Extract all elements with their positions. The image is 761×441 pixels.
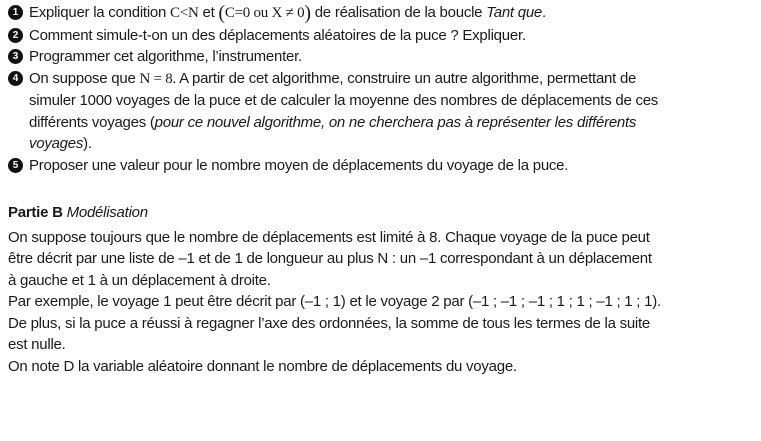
question-line: simuler 1000 voyages de la puce et de calculer la moyenne des nombres de déplacements de ces [29, 92, 659, 109]
paragraph-line: On note D la variable aléatoire donnant le nombre de déplacements du voyage. [8, 357, 517, 375]
section-label: Partie B [8, 204, 63, 221]
question-text: Programmer cet algorithme, l’instrumenter. [29, 48, 302, 65]
question-text: On suppose que [29, 69, 136, 87]
question-text: de réalisation de la boucle [314, 4, 483, 21]
question-2 [8, 25, 753, 47]
question-number-badge: 2 [8, 28, 23, 43]
question-number-badge: 1 [8, 5, 23, 20]
question-number-badge: 5 [8, 158, 23, 173]
question-4 [8, 68, 753, 155]
math-n-value: N = 8. [139, 70, 177, 87]
question-line [29, 112, 753, 134]
question-number-badge: 4 [8, 71, 23, 86]
math-inner-condition: C=0 ou X ≠ 0 [224, 5, 305, 21]
question-3 [8, 46, 753, 68]
italic-term: Tant que [486, 4, 543, 21]
paragraph-line: être décrit par une liste de –1 et de 1 de longueur au plus N : un –1 correspondant à un déplacement [8, 250, 652, 267]
question-line [29, 68, 753, 91]
question-text: différents voyages ( [29, 113, 155, 131]
section-part-b [8, 202, 753, 377]
italic-note: pour ce nouvel algorithme, on ne cherchera pas à représenter les différents [154, 113, 637, 131]
question-number-badge: 3 [8, 49, 23, 64]
question-text: Proposer une valeur pour le nombre moyen de déplacements du voyage de la puce. [29, 156, 569, 174]
section-heading [8, 202, 753, 224]
paragraph-line: est nulle. [8, 336, 66, 353]
paragraph-line: De plus, si la puce a réussi à regagner l’axe des ordonnées, la somme de tous les termes de la suite [8, 314, 651, 332]
paragraph-line: à gauche et 1 à un déplacement à droite. [8, 271, 271, 289]
paragraph-line: Par exemple, le voyage 1 peut être décrit par (–1 ; 1) et le voyage 2 par (–1 ; –1 ; –1 ; 1 ; 1 ; –1 ; 1 ; 1). [8, 293, 661, 310]
question-1 [8, 2, 753, 25]
math-paren-close: ) [304, 2, 311, 24]
section-title: Modélisation [66, 204, 148, 221]
question-text: Expliquer la condition [29, 4, 167, 21]
question-text: et [202, 4, 215, 21]
question-line [29, 133, 753, 155]
math-condition: C<N [170, 5, 199, 21]
paragraph-line: On suppose toujours que le nombre de déplacements est limité à 8. Chaque voyage de la puce peut [8, 228, 650, 246]
question-text: ). [83, 135, 92, 152]
question-text: Comment simule-t-on un des déplacements aléatoires de la puce ? Expliquer. [29, 26, 526, 44]
italic-note: voyages [29, 135, 84, 152]
question-text: A partir de cet algorithme, construire un autre algorithme, permettant de [179, 69, 637, 87]
question-5 [8, 155, 753, 177]
question-text: . [542, 4, 546, 21]
math-paren-open: ( [218, 2, 225, 24]
